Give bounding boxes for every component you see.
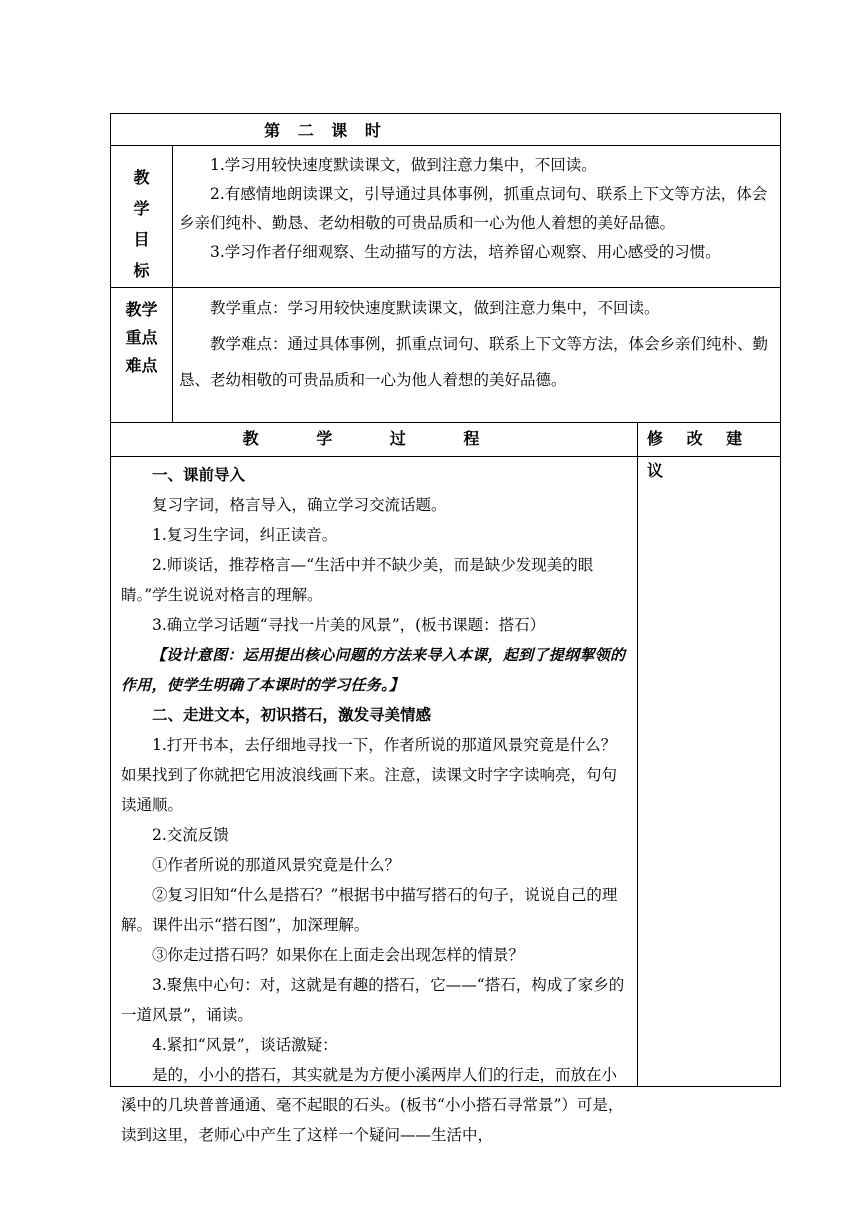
label-line: 教学	[125, 300, 158, 319]
paragraph: 1.复习生字词，纠正读音。	[152, 526, 338, 544]
paragraph: 4.紧扣“风景”，谈话激疑：	[152, 1036, 338, 1054]
paragraph: 3.聚焦中心句：对，这就是有趣的搭石，它——“搭石，构成了家乡的一道风景”，诵读。	[121, 976, 625, 1024]
paragraph: 2.师谈话，推荐格言—“生活中并不缺少美，而是缺少发现美的眼睛。”学生说说对格言的理解。	[121, 556, 594, 604]
goal-item: 2.有感情地朗读课文，引导通过具体事例，抓重点词句、联系上下文等方法，体会乡亲们纯朴、勤恳、老幼相敬的可贵品质和一心为他人着想的美好品德。	[179, 185, 768, 232]
key-points-row	[110, 288, 781, 423]
paragraph: 复习字词，格言导入，确立学习交流话题。	[152, 496, 447, 514]
paragraph: ②复习旧知“什么是搭石？”根据书中描写搭石的句子，说说自己的理解。课件出示“搭石图”，加深理解。	[121, 886, 618, 934]
paragraph: ①作者所说的那道风景究竟是什么？	[152, 856, 401, 874]
lesson-title-row	[110, 113, 781, 146]
label-char: 教	[133, 168, 150, 187]
process-header: 教 学 过 程	[111, 423, 638, 456]
paragraph: ③你走过搭石吗？如果你在上面走会出现怎样的情景？	[152, 946, 525, 964]
section-heading: 一、课前导入	[152, 466, 246, 484]
key-points-content	[173, 288, 780, 398]
goal-item: 3.学习作者仔细观察、生动描写的方法，培养留心观察、用心感受的习惯。	[210, 243, 721, 261]
process-content	[111, 457, 638, 1144]
revision-column	[638, 457, 780, 1086]
teaching-goals-label	[111, 146, 173, 287]
label-char: 标	[133, 261, 150, 280]
lesson-title: 第 二 课 时	[264, 121, 387, 140]
label-line: 难点	[125, 356, 158, 375]
goal-item: 1.学习用较快速度默读课文，做到注意力集中，不回读。	[210, 156, 597, 174]
key-point: 教学重点：学习用较快速度默读课文，做到注意力集中，不回读。	[210, 299, 660, 317]
section-heading: 二、走进文本，初识搭石，激发寻美情感	[152, 706, 432, 724]
key-points-label	[111, 288, 173, 422]
design-intent: 【设计意图：运用提出核心问题的方法来导入本课，起到了提纲挈领的作用，使学生明确了本课时的学习任务。】	[121, 646, 626, 694]
difficult-point: 教学难点：通过具体事例，抓重点词句、联系上下文等方法，体会乡亲们纯朴、勤恳、老幼相敬的可贵品质和一心为他人着想的美好品德。	[179, 335, 769, 389]
label-char: 目	[133, 230, 150, 249]
paragraph: 是的，小小的搭石，其实就是为方便小溪两岸人们的行走，而放在小溪中的几块普普通通、毫不起眼的石头。(板书“小小搭石寻常景”）可是，读到这里，老师心中产生了这样一个疑问——生活中，	[121, 1066, 624, 1144]
paragraph: 3.确立学习话题“寻找一片美的风景”，(板书课题：搭石）	[152, 616, 546, 634]
process-body-row	[110, 457, 781, 1144]
teaching-goals-row	[110, 146, 781, 288]
paragraph: 1.打开书本，去仔细地寻找一下，作者所说的那道风景究竟是什么？如果找到了你就把它用波浪线画下来。注意，读课文时字字读响亮，句句读通顺。	[121, 736, 618, 814]
revision-header: 修 改 建 议	[647, 429, 752, 480]
teaching-goals-content	[173, 146, 780, 267]
paragraph: 2.交流反馈	[152, 826, 229, 844]
label-line: 重点	[125, 328, 158, 347]
label-char: 学	[133, 199, 150, 218]
